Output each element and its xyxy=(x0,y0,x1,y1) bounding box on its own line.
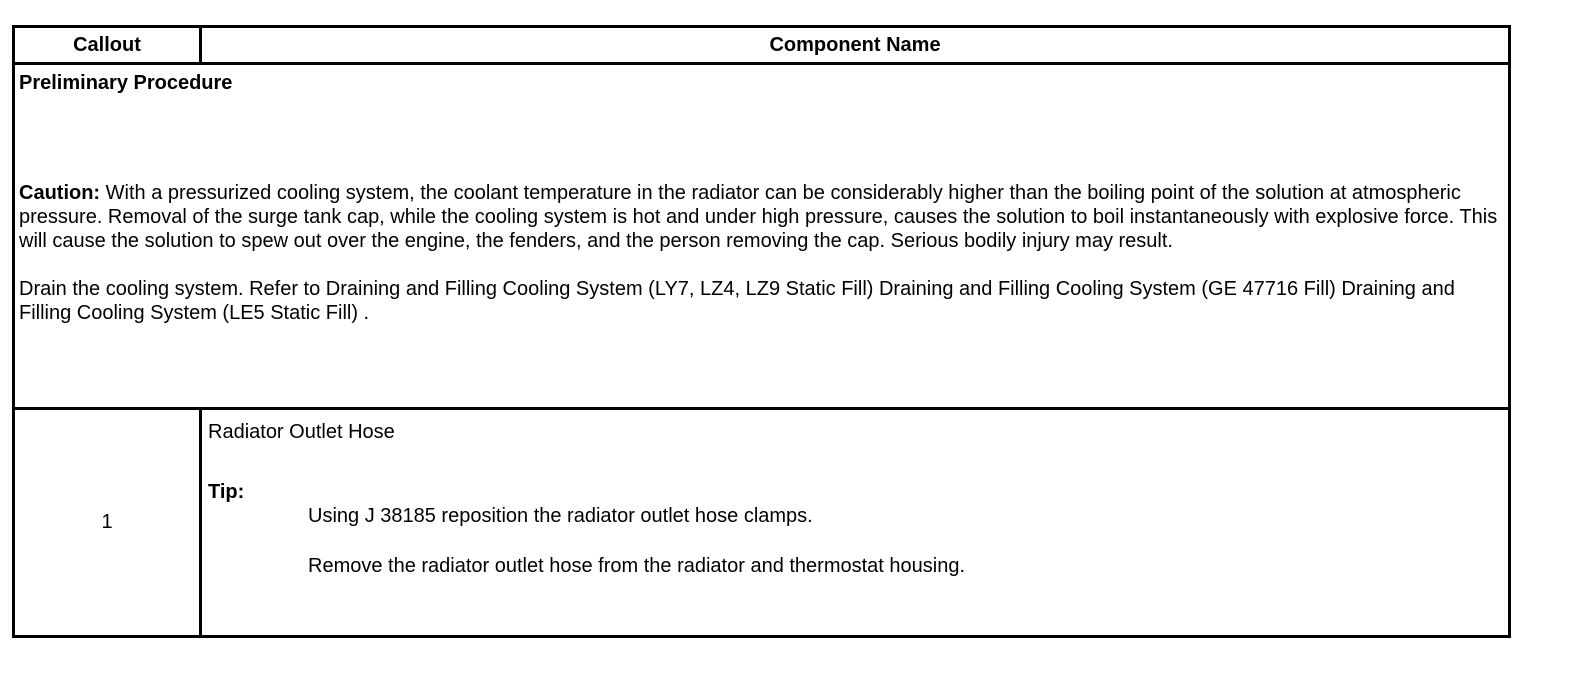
procedure-table xyxy=(12,25,1511,638)
step-callout: 1 xyxy=(14,409,201,637)
caution-paragraph xyxy=(19,181,1504,253)
caution-text: With a pressurized cooling system, the coolant temperature in the radiator can be considerably higher than the boiling point of the solution at atmospheric pressure. Removal of the surge tank cap, while the cooling system is hot and under high pressure, causes the solution to boil instantaneously with explosive force. This will cause the solution to spew out over the engine, the fenders, and the person removing the cap. Serious bodily injury may result. xyxy=(19,182,1498,252)
drain-instruction: Drain the cooling system. Refer to Draining and Filling Cooling System (LY7, LZ4, LZ9 Static Fill) Draining and Filling Cooling System (GE 47716 Fill) Draining and Filling Cooling System (LE5 Static Fill) . xyxy=(19,278,1455,324)
step-content xyxy=(201,409,1510,637)
tip-step: Using J 38185 reposition the radiator outlet hose clamps. xyxy=(308,505,813,527)
tip-label: Tip: xyxy=(208,481,245,503)
component-name: Radiator Outlet Hose xyxy=(208,421,395,443)
preliminary-procedure-cell xyxy=(14,64,1510,409)
tip-step: Remove the radiator outlet hose from the radiator and thermostat housing. xyxy=(308,555,966,577)
table-row xyxy=(14,409,1510,637)
preliminary-procedure-title: Preliminary Procedure xyxy=(19,72,233,94)
preliminary-procedure-row xyxy=(14,64,1510,409)
table-header-row xyxy=(14,27,1510,64)
callout-column-header: Callout xyxy=(14,27,201,64)
caution-label: Caution: xyxy=(19,182,101,204)
component-name-column-header: Component Name xyxy=(201,27,1510,64)
